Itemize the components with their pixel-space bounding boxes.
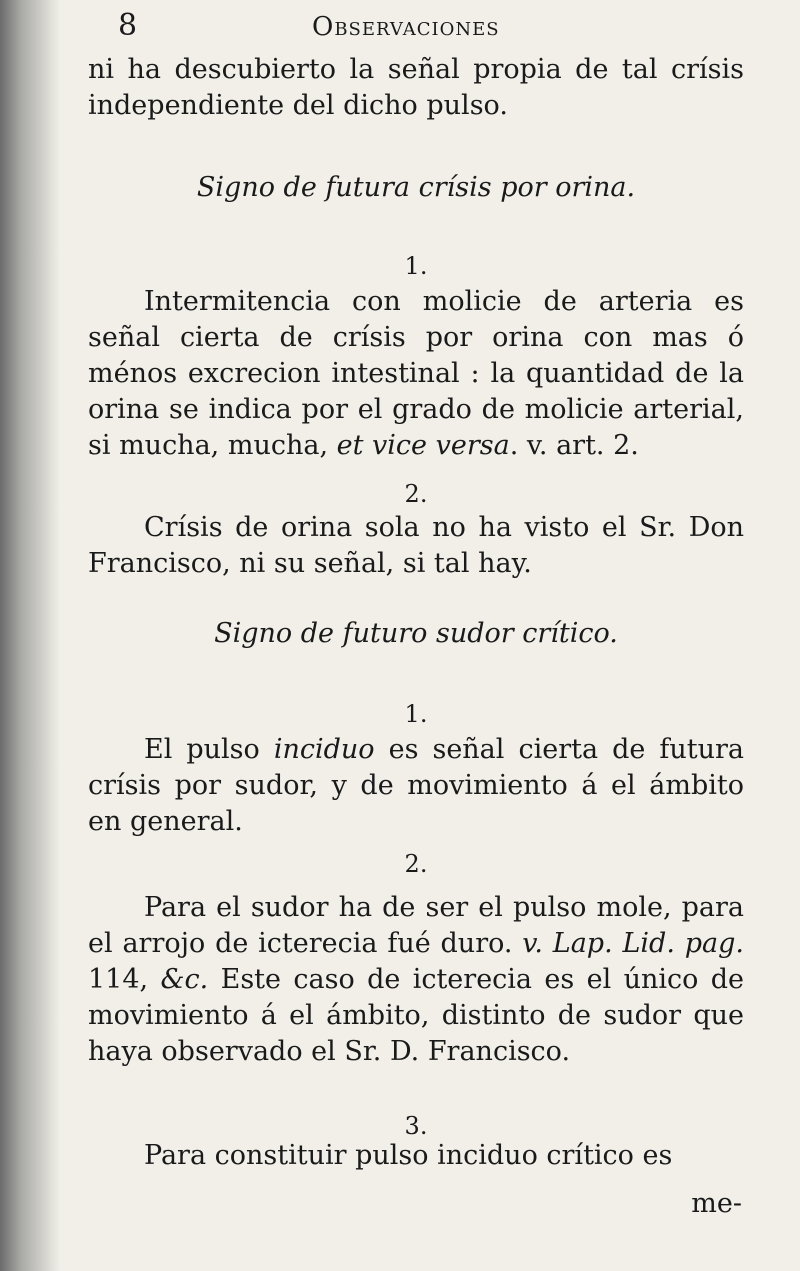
italic-run: inciduo (273, 734, 375, 765)
text-run: Este caso de icterecia es el único de movimiento á el ámbito, distinto de sudor que haya observado el Sr. D. Francisco. (88, 964, 744, 1067)
article-number-2b: 2. (404, 850, 428, 878)
page-gutter-shadow (0, 0, 60, 1271)
paragraph-intermitencia (88, 284, 744, 464)
article-number-3: 3. (404, 1112, 428, 1140)
article-number-1b: 1. (404, 700, 428, 728)
text-run: . v. art. 2. (509, 430, 639, 461)
paragraph-crisis-orina: Crísis de orina sola no ha visto el Sr. Don Francisco, ni su señal, si tal hay. (88, 512, 744, 579)
paragraph-constituir: Para constituir pulso inciduo crítico es (144, 1140, 673, 1171)
text-run: es señal cierta de futura crísis por sudor, y de movimiento á el ámbito en general. (88, 734, 744, 837)
paragraph-sudor (88, 890, 744, 1070)
paragraph-intro: ni ha descubierto la señal propia de tal crísis independiente del dicho pulso. (88, 54, 744, 121)
text-run: El pulso (144, 734, 274, 765)
italic-run: &c. (160, 964, 209, 995)
paragraph-pulso-inciduo (88, 732, 744, 840)
text-run: Para el sudor ha de ser el pulso mole, para el arrojo de icterecia fué duro. (88, 892, 744, 959)
article-number-1: 1. (404, 252, 428, 280)
article-number-2: 2. (404, 480, 428, 508)
page-number: 8 (118, 8, 138, 43)
catchword: me- (691, 1188, 742, 1219)
text-run: Intermitencia con molicie de arteria es señal cierta de crísis por orina con mas ó ménos excrecion intestinal : la quantidad de la orina se indica por el grado de molicie arterial, si mucha, mucha, (88, 286, 744, 461)
text-run: 114, (88, 964, 161, 995)
running-title: Observaciones (312, 12, 500, 42)
italic-run: et vice versa (336, 430, 510, 461)
italic-run: v. Lap. Lid. pag. (522, 928, 744, 959)
section-heading-sudor: Signo de futuro sudor crítico. (214, 618, 618, 649)
page-header (118, 8, 738, 48)
section-heading-orina: Signo de futura crísis por orina. (196, 172, 636, 203)
